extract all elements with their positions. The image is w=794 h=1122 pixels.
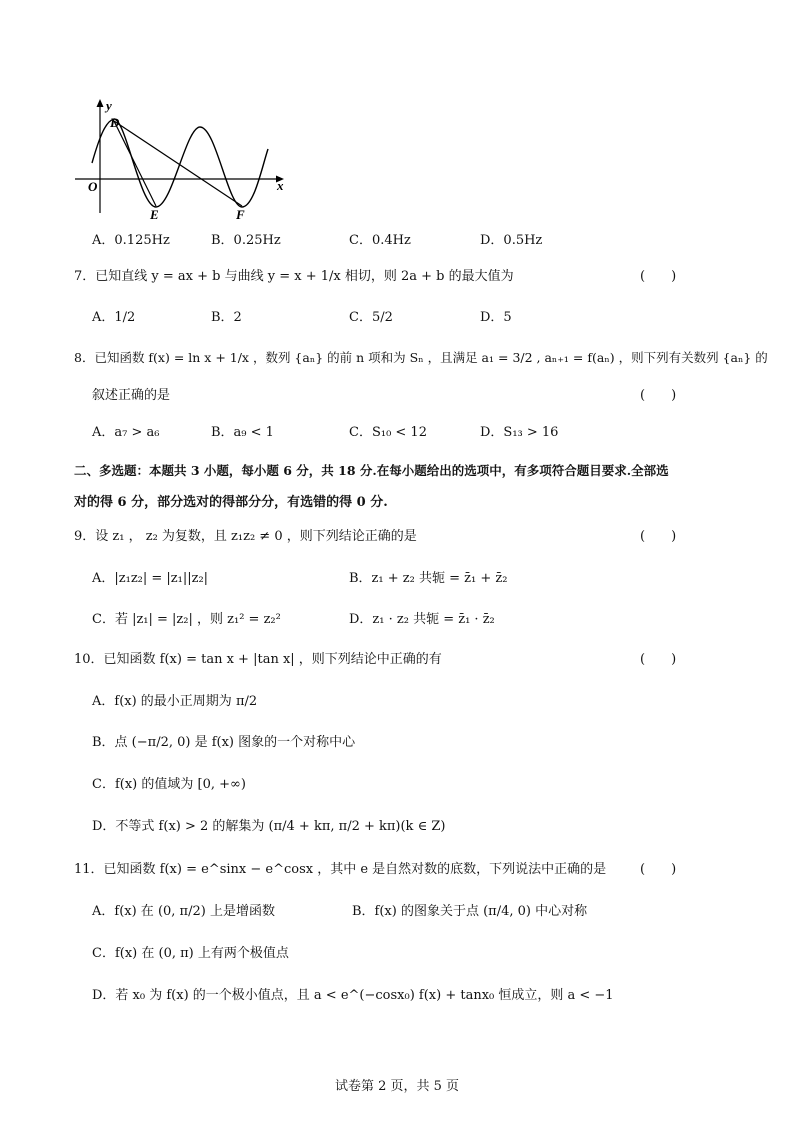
- label-x: x: [277, 178, 284, 193]
- q9-option-d: D．z₁ · z₂ 共轭 = z̄₁ · z̄₂: [349, 612, 495, 627]
- q11-stem: 11．已知函数 f(x) = e^sinx − e^cosx ，其中 e 是自然对数的底数，下列说法中正确的是: [74, 862, 607, 877]
- q11-answer-paren: ( ): [640, 862, 677, 877]
- q7-option-d: D．5: [480, 310, 512, 325]
- q8-option-b: B．a₉ < 1: [211, 425, 274, 440]
- q9-answer-paren: ( ): [640, 529, 677, 544]
- q6-option-a: A．0.125Hz: [92, 233, 170, 248]
- q11-option-d: D．若 x₀ 为 f(x) 的一个极小值点，且 a < e^(−cosx₀) f(x) + tanx₀ 恒成立，则 a < −1: [92, 988, 614, 1003]
- q8-option-d: D．S₁₃ > 16: [480, 425, 559, 440]
- q10-option-b: B．点 (−π/2, 0) 是 f(x) 图象的一个对称中心: [92, 735, 356, 750]
- section2-heading-line1: 二、多选题：本题共 3 小题，每小题 6 分，共 18 分.在每小题给出的选项中，有多项符合题目要求.全部选: [74, 463, 669, 478]
- q9-option-b: B．z₁ + z₂ 共轭 = z̄₁ + z̄₂: [349, 571, 508, 586]
- q11-option-b: B．f(x) 的图象关于点 (π/4, 0) 中心对称: [352, 904, 588, 919]
- page-footer: 试卷第 2 页，共 5 页: [334, 1079, 460, 1094]
- label-d: D: [110, 115, 120, 130]
- q10-option-d: D．不等式 f(x) > 2 的解集为 (π/4 + kπ, π/2 + kπ)(k ∈ Z): [92, 819, 446, 834]
- q9-stem: 9．设 z₁ ， z₂ 为复数，且 z₁z₂ ≠ 0 ，则下列结论正确的是: [74, 529, 417, 544]
- q10-option-a: A．f(x) 的最小正周期为 π/2: [92, 694, 258, 709]
- section2-heading-line2: 对的得 6 分，部分选对的得部分分，有选错的得 0 分.: [74, 495, 388, 510]
- q8-stem-line1: 8．已知函数 f(x) = ln x + 1/x ，数列 {aₙ} 的前 n 项和为 Sₙ ，且满足 a₁ = 3/2 , aₙ₊₁ = f(aₙ) ，则下列有关数列 {aₙ} 的: [74, 350, 768, 365]
- q9-option-c: C．若 |z₁| = |z₂| ，则 z₁² = z₂²: [92, 612, 281, 627]
- q7-option-b: B．2: [211, 310, 242, 325]
- q7-option-a: A．1/2: [92, 310, 136, 325]
- label-f: F: [236, 207, 245, 222]
- segment-de: [114, 121, 156, 206]
- label-y: y: [106, 98, 112, 113]
- q8-option-a: A．a₇ > a₆: [92, 425, 160, 440]
- q8-answer-paren: ( ): [640, 388, 677, 403]
- sine-graph-figure: [70, 95, 300, 225]
- q6-option-c: C．0.4Hz: [349, 233, 411, 248]
- q6-option-d: D．0.5Hz: [480, 233, 543, 248]
- q9-option-a: A．|z₁z₂| = |z₁||z₂|: [92, 571, 209, 586]
- q7-answer-paren: ( ): [640, 269, 677, 284]
- q7-option-c: C．5/2: [349, 310, 393, 325]
- sine-curve: [92, 119, 268, 207]
- q10-stem: 10．已知函数 f(x) = tan x + |tan x| ，则下列结论中正确的有: [74, 652, 442, 667]
- q10-answer-paren: ( ): [640, 652, 677, 667]
- q10-option-c: C．f(x) 的值域为 [0, +∞): [92, 777, 246, 792]
- label-e: E: [150, 207, 159, 222]
- label-origin: O: [88, 179, 98, 194]
- q11-option-a: A．f(x) 在 (0, π/2) 上是增函数: [92, 904, 275, 919]
- q8-option-c: C．S₁₀ < 12: [349, 425, 427, 440]
- q11-option-c: C．f(x) 在 (0, π) 上有两个极值点: [92, 946, 289, 961]
- q8-stem-line2: 叙述正确的是: [92, 388, 171, 403]
- q7-stem: 7．已知直线 y = ax + b 与曲线 y = x + 1/x 相切，则 2a + b 的最大值为: [74, 269, 514, 284]
- q6-option-b: B．0.25Hz: [211, 233, 281, 248]
- y-axis-arrow-icon: [97, 99, 104, 107]
